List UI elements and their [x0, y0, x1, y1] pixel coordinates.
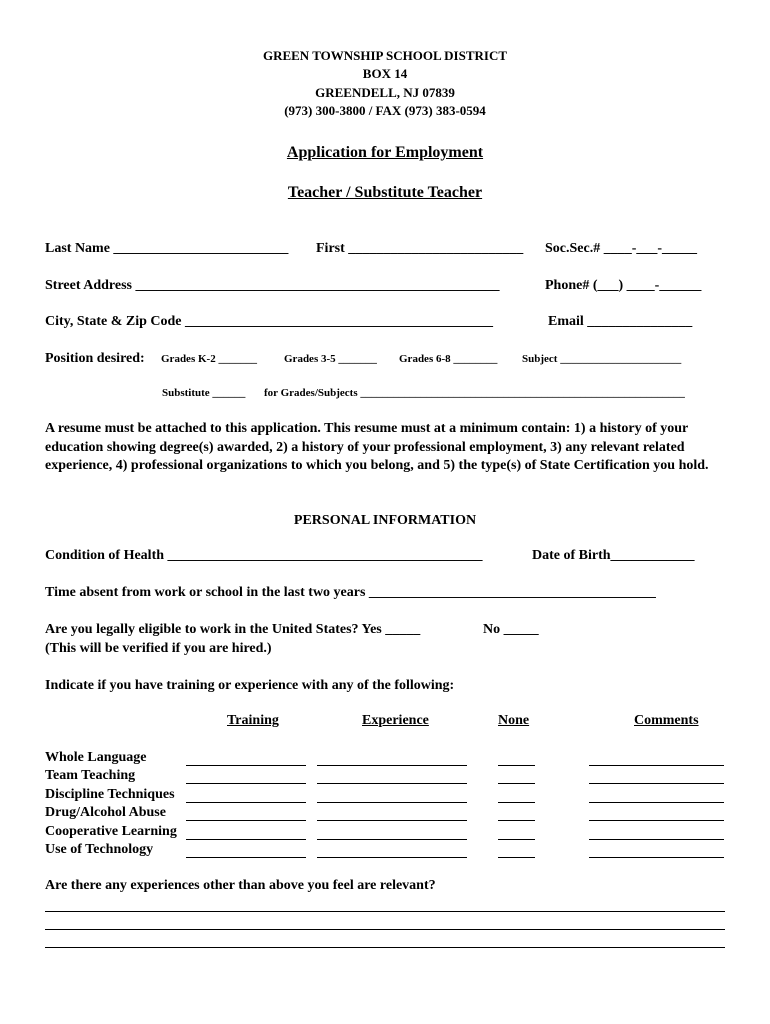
- experience-line-cooperative[interactable]: [317, 839, 467, 840]
- phone-field[interactable]: Phone# (___) ____-______: [545, 278, 702, 293]
- none-line-whole-language[interactable]: [498, 765, 535, 766]
- substitute-field[interactable]: Substitute ______: [162, 387, 246, 399]
- experience-line-drug-alcohol[interactable]: [317, 820, 467, 821]
- comments-line-whole-language[interactable]: [589, 765, 724, 766]
- eligible-no-field[interactable]: No _____: [483, 622, 539, 637]
- experience-line-team-teaching[interactable]: [317, 783, 467, 784]
- training-line-whole-language[interactable]: [186, 765, 306, 766]
- comments-line-discipline[interactable]: [589, 802, 724, 803]
- col-header-experience: Experience: [362, 713, 429, 728]
- district-name: GREEN TOWNSHIP SCHOOL DISTRICT: [262, 48, 508, 63]
- district-city: GREENDELL, NJ 07839: [315, 85, 455, 100]
- grades-k2-field[interactable]: Grades K-2 _______: [161, 353, 257, 365]
- row-label-whole-language: Whole Language: [45, 750, 147, 765]
- none-line-drug-alcohol[interactable]: [498, 820, 535, 821]
- none-line-team-teaching[interactable]: [498, 783, 535, 784]
- street-address-field[interactable]: Street Address ____________________________________________________: [45, 278, 500, 293]
- grades-6-8-field[interactable]: Grades 6-8 ________: [399, 353, 498, 365]
- other-experiences-line-3[interactable]: [45, 947, 725, 948]
- grades-3-5-field[interactable]: Grades 3-5 _______: [284, 353, 377, 365]
- indicate-instructions: Indicate if you have training or experience with any of the following:: [45, 678, 455, 693]
- other-experiences-question: Are there any experiences other than above you feel are relevant?: [45, 878, 436, 893]
- district-box: BOX 14: [362, 66, 408, 81]
- personal-info-heading: PERSONAL INFORMATION: [293, 513, 477, 528]
- other-experiences-line-1[interactable]: [45, 911, 725, 912]
- soc-sec-field[interactable]: Soc.Sec.# ____-___-_____: [545, 241, 698, 256]
- training-line-discipline[interactable]: [186, 802, 306, 803]
- experience-line-technology[interactable]: [317, 857, 467, 858]
- comments-line-team-teaching[interactable]: [589, 783, 724, 784]
- form-title: Application for Employment: [286, 144, 484, 161]
- row-label-discipline: Discipline Techniques: [45, 787, 175, 802]
- form-subtitle: Teacher / Substitute Teacher: [287, 184, 483, 201]
- district-phone-fax: (973) 300-3800 / FAX (973) 383-0594: [284, 103, 486, 118]
- row-label-technology: Use of Technology: [45, 842, 154, 857]
- other-experiences-line-2[interactable]: [45, 929, 725, 930]
- row-label-cooperative: Cooperative Learning: [45, 824, 177, 839]
- training-line-drug-alcohol[interactable]: [186, 820, 306, 821]
- verification-note: (This will be verified if you are hired.): [45, 641, 272, 656]
- first-name-field[interactable]: First _________________________: [316, 241, 524, 256]
- col-header-training: Training: [227, 713, 279, 728]
- comments-line-cooperative[interactable]: [589, 839, 724, 840]
- subject-field[interactable]: Subject ______________________: [522, 353, 682, 365]
- grades-subjects-field[interactable]: for Grades/Subjects ___________________________________________________________: [264, 387, 685, 399]
- none-line-discipline[interactable]: [498, 802, 535, 803]
- position-desired-label: Position desired:: [45, 351, 145, 366]
- email-field[interactable]: Email _______________: [548, 314, 693, 329]
- training-line-technology[interactable]: [186, 857, 306, 858]
- comments-line-technology[interactable]: [589, 857, 724, 858]
- city-state-zip-field[interactable]: City, State & Zip Code ____________________________________________: [45, 314, 493, 329]
- resume-instructions: A resume must be attached to this application. This resume must at a minimum contain: 1) a history of your education showing degree(s) awarded, 2) a history of your professional employment, 3) any relevant related experience, 4) professional organizations to which you belong, and 5) the type(s) of State Certification you hold.: [45, 421, 709, 473]
- col-header-comments: Comments: [634, 713, 699, 728]
- last-name-field[interactable]: Last Name _________________________: [45, 241, 289, 256]
- time-absent-field[interactable]: Time absent from work or school in the last two years _________________________________________: [45, 585, 656, 600]
- none-line-cooperative[interactable]: [498, 839, 535, 840]
- experience-line-discipline[interactable]: [317, 802, 467, 803]
- col-header-none: None: [498, 713, 530, 728]
- condition-of-health-field[interactable]: Condition of Health _____________________________________________: [45, 548, 483, 563]
- comments-line-drug-alcohol[interactable]: [589, 820, 724, 821]
- date-of-birth-field[interactable]: Date of Birth____________: [532, 548, 695, 563]
- training-line-cooperative[interactable]: [186, 839, 306, 840]
- training-line-team-teaching[interactable]: [186, 783, 306, 784]
- row-label-team-teaching: Team Teaching: [45, 768, 136, 783]
- eligible-yes-field[interactable]: Are you legally eligible to work in the United States? Yes _____: [45, 622, 421, 637]
- none-line-technology[interactable]: [498, 857, 535, 858]
- experience-line-whole-language[interactable]: [317, 765, 467, 766]
- row-label-drug-alcohol: Drug/Alcohol Abuse: [45, 805, 166, 820]
